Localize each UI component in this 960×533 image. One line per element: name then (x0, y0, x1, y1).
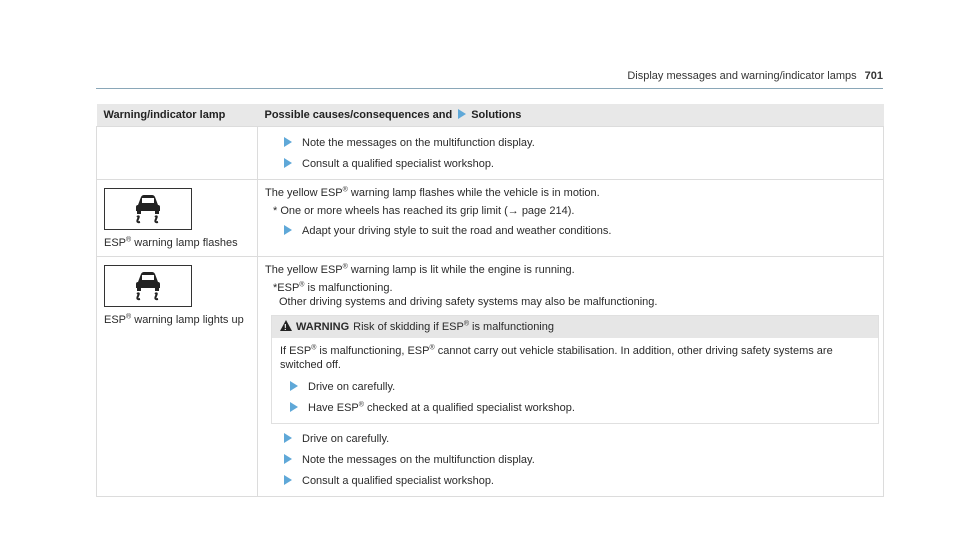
page-header (96, 70, 883, 82)
header-title: Display messages and warning/indicator lamps (627, 70, 857, 82)
step-item: Consult a qualified specialist workshop. (284, 474, 876, 488)
lamp-cell-empty (97, 127, 258, 180)
arrow-icon (290, 381, 298, 391)
esp-skidding-car-icon (128, 269, 168, 303)
causes-cell (258, 180, 884, 257)
arrow-icon (284, 137, 292, 147)
table-header-row (97, 104, 884, 127)
arrow-icon (284, 475, 292, 485)
causes-cell (258, 257, 884, 497)
page-number: 701 (864, 70, 883, 82)
step-item: Note the messages on the multifunction display. (284, 136, 876, 150)
step-item: Note the messages on the multifunction display. (284, 453, 876, 467)
warning-box (271, 315, 879, 424)
table-row (97, 180, 884, 257)
step-item: Adapt your driving style to suit the road and weather conditions. (284, 224, 876, 238)
warning-body (272, 338, 878, 423)
lamp-label: ESP® warning lamp lights up (104, 313, 244, 326)
arrow-icon (284, 433, 292, 443)
header-rule (96, 88, 883, 89)
warning-triangle-icon (280, 320, 292, 331)
cause-note: *ESP® is malfunctioning. (273, 281, 393, 294)
cause-text: The yellow ESP® warning lamp is lit while the engine is running. (265, 263, 575, 276)
esp-lamp-symbol (104, 188, 192, 230)
step-item: Consult a qualified specialist workshop. (284, 157, 876, 171)
arrow-icon (284, 158, 292, 168)
esp-skidding-car-icon (128, 192, 168, 226)
step-item: Drive on carefully. (290, 380, 870, 394)
warning-lamp-table (96, 104, 884, 497)
lamp-cell (97, 257, 258, 497)
warning-text: If ESP® is malfunctioning, ESP® cannot carry out vehicle stabilisation. In addition, other driving safety systems are switched off. (280, 344, 833, 371)
cause-note: * One or more wheels has reached its grip limit (→ page 214). (273, 205, 575, 217)
cause-text: The yellow ESP® warning lamp flashes while the vehicle is in motion. (265, 186, 600, 199)
lamp-label: ESP® warning lamp flashes (104, 236, 238, 249)
warning-header: !WARNING Risk of skidding if ESP® is malfunctioning (272, 316, 878, 338)
esp-lamp-symbol (104, 265, 192, 307)
arrow-icon (284, 454, 292, 464)
cause-note-detail: Other driving systems and driving safety systems may also be malfunctioning. (279, 296, 658, 308)
arrow-icon (284, 225, 292, 235)
arrow-icon (458, 109, 466, 119)
header-warning-lamp: Warning/indicator lamp (97, 104, 258, 127)
table-row (97, 257, 884, 497)
lamp-cell (97, 180, 258, 257)
step-item: Have ESP® checked at a qualified specialist workshop. (290, 401, 870, 415)
arrow-icon (290, 402, 298, 412)
causes-cell (258, 127, 884, 180)
table-row (97, 127, 884, 180)
step-item: Drive on carefully. (284, 432, 876, 446)
header-causes: Possible causes/consequences and Solutions (258, 104, 884, 127)
